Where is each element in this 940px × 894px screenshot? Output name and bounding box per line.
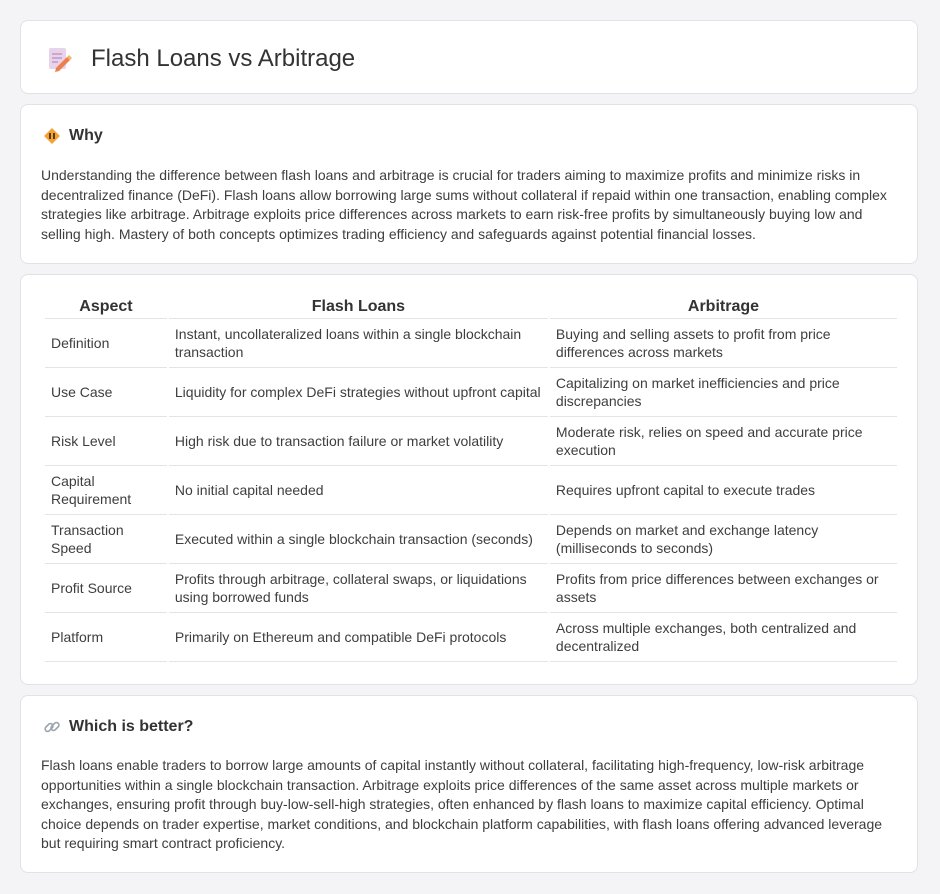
table-header-row <box>45 296 897 319</box>
aspect-cell: Capital Requirement <box>45 466 167 515</box>
header-arbitrage: Arbitrage <box>550 296 897 319</box>
comparison-card <box>20 274 918 685</box>
document-pencil-icon <box>43 43 75 75</box>
flash-loans-cell: No initial capital needed <box>169 466 548 515</box>
table-row <box>45 417 897 466</box>
header-flash-loans: Flash Loans <box>169 296 548 319</box>
aspect-cell: Use Case <box>45 368 167 417</box>
arbitrage-cell: Across multiple exchanges, both centralized and decentralized <box>550 613 897 662</box>
why-card <box>20 104 918 264</box>
flash-loans-cell: Primarily on Ethereum and compatible DeFi protocols <box>169 613 548 662</box>
table-row <box>45 319 897 368</box>
aspect-cell: Profit Source <box>45 564 167 613</box>
aspect-cell: Transaction Speed <box>45 515 167 564</box>
table-row <box>45 515 897 564</box>
page-title: Flash Loans vs Arbitrage <box>91 45 356 72</box>
flash-loans-cell: Profits through arbitrage, collateral swaps, or liquidations using borrowed funds <box>169 564 548 613</box>
link-icon <box>43 718 61 736</box>
header-aspect: Aspect <box>45 296 167 319</box>
why-heading <box>43 127 103 145</box>
table-row <box>45 368 897 417</box>
flash-loans-cell: Instant, uncollateralized loans within a single blockchain transaction <box>169 319 548 368</box>
arbitrage-cell: Moderate risk, relies on speed and accurate price execution <box>550 417 897 466</box>
aspect-cell: Platform <box>45 613 167 662</box>
arbitrage-cell: Requires upfront capital to execute trades <box>550 466 897 515</box>
aspect-cell: Definition <box>45 319 167 368</box>
better-title: Which is better? <box>69 718 194 735</box>
arbitrage-cell: Depends on market and exchange latency (milliseconds to seconds) <box>550 515 897 564</box>
why-text: Understanding the difference between flash loans and arbitrage is crucial for traders aiming to maximize profits and minimize risks in decentralized finance (DeFi). Flash loans allow borrowing large sums without collateral if repaid within one transaction, enabling complex strategies like arbitrage. Arbitrage exploits price differences across markets to earn risk-free profits by simultaneously buying low and selling high. Mastery of both concepts optimizes trading efficiency and safeguards against potential financial losses. <box>41 167 887 242</box>
title-row <box>43 43 355 75</box>
header-card <box>20 20 918 94</box>
comparison-table <box>43 296 899 662</box>
arbitrage-cell: Buying and selling assets to profit from price differences across markets <box>550 319 897 368</box>
diamond-sign-icon <box>43 127 61 145</box>
table-row <box>45 613 897 662</box>
table-row <box>45 564 897 613</box>
better-text: Flash loans enable traders to borrow large amounts of capital instantly without collateral, facilitating high-frequency, low-risk arbitrage opportunities within a single blockchain transaction. Arbitrage exploits price differences of the same asset across multiple markets or exchanges, ensuring profit through buy-low-sell-high strategies, often enhanced by flash loans to maximize capital efficiency. Optimal choice depends on trader expertise, market conditions, and blockchain platform capabilities, with flash loans offering advanced leverage but requiring smart contract proficiency. <box>41 757 883 851</box>
aspect-cell: Risk Level <box>45 417 167 466</box>
table-row <box>45 466 897 515</box>
flash-loans-cell: Liquidity for complex DeFi strategies without upfront capital <box>169 368 548 417</box>
arbitrage-cell: Profits from price differences between exchanges or assets <box>550 564 897 613</box>
why-title: Why <box>69 127 103 144</box>
flash-loans-cell: High risk due to transaction failure or market volatility <box>169 417 548 466</box>
which-better-card <box>20 695 918 873</box>
arbitrage-cell: Capitalizing on market inefficiencies and price discrepancies <box>550 368 897 417</box>
flash-loans-cell: Executed within a single blockchain transaction (seconds) <box>169 515 548 564</box>
better-heading <box>43 718 193 736</box>
